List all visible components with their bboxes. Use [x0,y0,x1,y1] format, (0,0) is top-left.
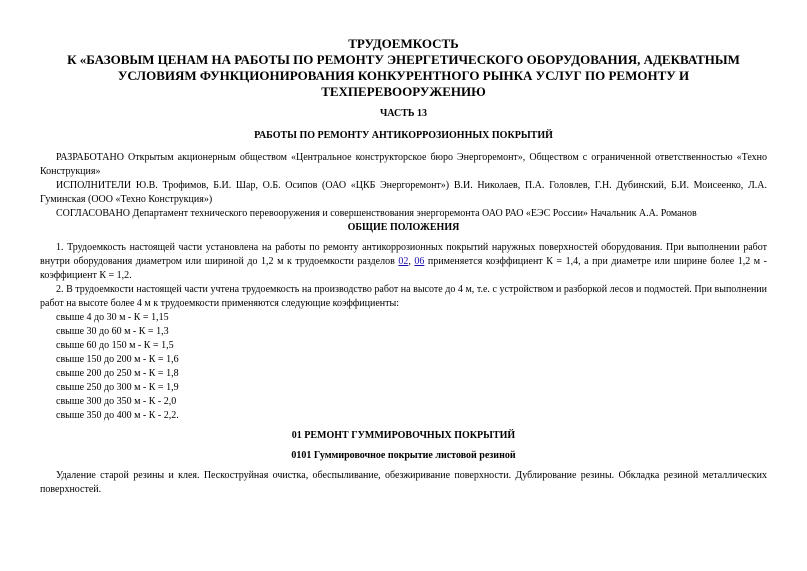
list-item: свыше 300 до 350 м - К - 2,0 [56,396,177,407]
section-01-paragraph: Удаление старой резины и клея. Пескоструйная очистка, обеспыливание, обезжиривание поверхности. Дублирование резины. Обкладка резиной металлических поверхностей. [40,470,767,495]
list-item: свыше 250 до 300 м - К = 1,9 [56,382,179,393]
separator-text: , [408,256,415,267]
section-link-02[interactable]: 02 [398,256,409,267]
general-paragraph-1 [40,241,767,283]
section-link-06[interactable]: 06 [414,256,425,267]
title-line: УСЛОВИЯМ ФУНКЦИОНИРОВАНИЯ КОНКУРЕНТНОГО РЫНКА УСЛУГ ПО РЕМОНТУ И [117,68,690,83]
subsection-0101-heading: 0101 Гуммировочное покрытие листовой резиной [291,450,516,461]
list-item: свыше 150 до 200 м - К = 1,6 [56,354,179,365]
title-line: ТЕХПЕРЕВООРУЖЕНИЮ [321,84,486,99]
section-01-heading: 01 РЕМОНТ ГУММИРОВОЧНЫХ ПОКРЫТИЙ [291,430,516,441]
list-item: свыше 4 до 30 м - К = 1,15 [56,312,169,323]
performers-paragraph: ИСПОЛНИТЕЛИ Ю.В. Трофимов, Б.И. Шар, О.Б. Осипов (ОАО «ЦКБ Энергоремонт») В.И. Николаев, П.А. Головлев, Г.Н. Дубинский, Б.И. Моисеенко, Л.А. Гуминская (ООО «Техно Конструкция») [40,180,767,205]
general-paragraph-2: 2. В трудоемкости настоящей части учтена трудоемкость на производство работ на высоте до 4 м, т.е. с устройством и разборкой лесов и подмостей. При выполнении работ на высоте более 4 м к трудоемкости применяются следующие коэффициенты: [40,284,767,309]
list-item: свыше 350 до 400 м - К - 2,2. [56,410,179,421]
title-line: К «БАЗОВЫМ ЦЕНАМ НА РАБОТЫ ПО РЕМОНТУ ЭНЕРГЕТИЧЕСКОГО ОБОРУДОВАНИЯ, АДЕКВАТНЫМ [67,52,740,67]
agreed-paragraph: СОГЛАСОВАНО Департамент технического перевооружения и совершенствования энергоремонта ОАО РАО «ЕЭС России» Начальник А.А. Романов [56,208,697,219]
developed-paragraph: РАЗРАБОТАНО Открытым акционерным обществом «Центральное конструкторское бюро Энергоремонт», Обществом с ограниченной ответственностью «Техно Конструкция» [40,152,767,177]
list-item: свыше 200 до 250 м - К = 1,8 [56,368,179,379]
works-title: РАБОТЫ ПО РЕМОНТУ АНТИКОРРОЗИОННЫХ ПОКРЫТИЙ [254,130,553,141]
list-item: свыше 30 до 60 м - К = 1,3 [56,326,169,337]
paragraph-text: применяется коэффициент К = 1,4, а при диаметре или ширине более 1,2 м - коэффициент К = 1,2. [40,256,767,281]
paragraph-text: 1. Трудоемкость настоящей части установлена на работы по ремонту антикоррозионных покрытий наружных поверхностей оборудования. При выполнении работ внутри оборудования диаметром или шириной до 1,2 м к трудоемкости разделов [40,242,767,267]
general-provisions-heading: ОБЩИЕ ПОЛОЖЕНИЯ [347,222,460,233]
document-title [40,36,767,100]
height-coefficient-list [40,311,767,423]
list-item: свыше 60 до 150 м - К = 1,5 [56,340,174,351]
part-number: ЧАСТЬ 13 [379,108,428,119]
title-line: ТРУДОЕМКОСТЬ [348,36,459,51]
document-page [40,36,767,497]
